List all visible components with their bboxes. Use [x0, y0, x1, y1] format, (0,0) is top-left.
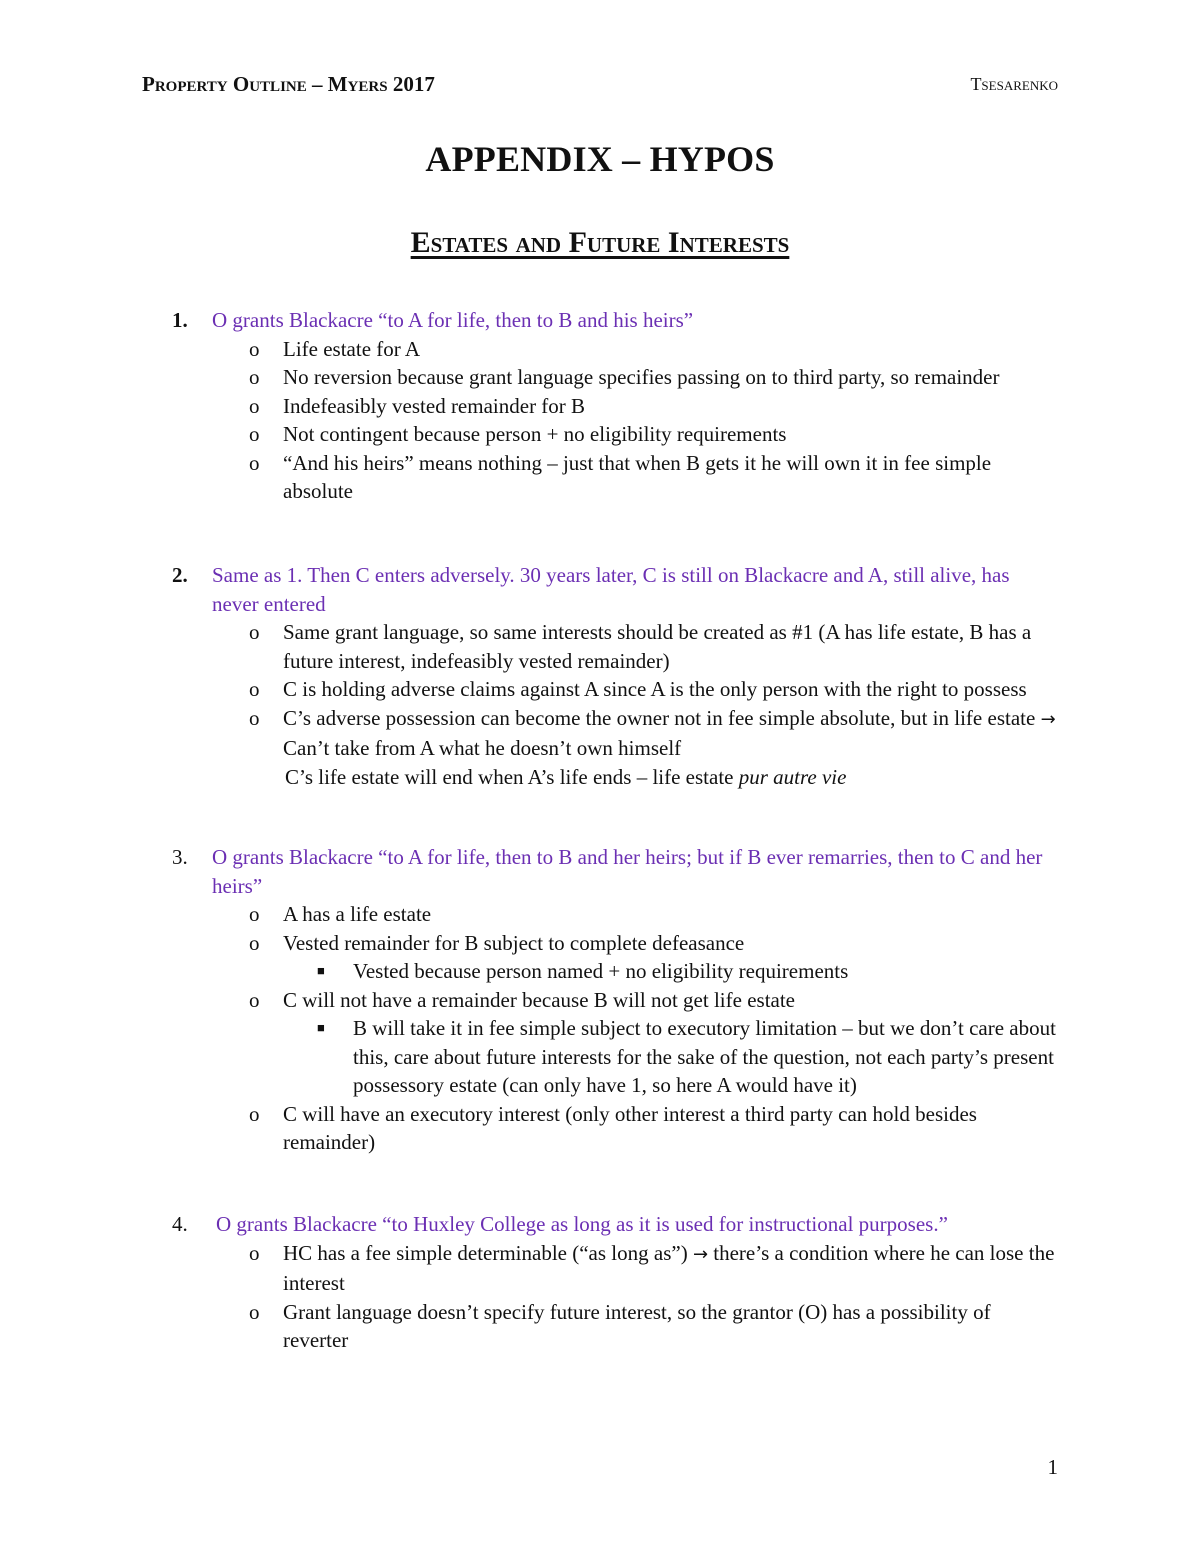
list-note: C’s life estate will end when A’s life ends – life estate pur autre vie — [285, 764, 847, 789]
hollow-bullet-icon: o — [249, 365, 260, 389]
hollow-bullet-icon: o — [249, 422, 260, 446]
question-text: O grants Blackacre “to A for life, then to B and his heirs” — [212, 308, 694, 332]
square-bullet-icon: ■ — [317, 1020, 325, 1035]
right-arrow-icon: → — [1040, 708, 1056, 730]
list-item: o A has a life estate — [0, 900, 1200, 929]
hollow-bullet-icon: o — [249, 930, 260, 955]
list-item: o C’s adverse possession can become the owner not in fee simple absolute, but in life estate → Can’t take from A what he doesn’t own himself — [249, 705, 1056, 760]
hypo-number: 3. — [172, 845, 188, 869]
hypo-number: 4. — [172, 1212, 188, 1236]
list-item: o C will have an executory interest (only other interest a third party can hold besides remainder) — [249, 1101, 977, 1154]
hypo-question — [0, 843, 1200, 900]
list-item: o Not contingent because person + no eligibility requirements — [0, 420, 1200, 449]
hypo-number: 2. — [172, 563, 188, 587]
list-item: o Indefeasibly vested remainder for B — [0, 392, 1200, 421]
header-outline-title: Property Outline – Myers 2017 — [142, 72, 435, 96]
hollow-bullet-icon: o — [249, 1299, 260, 1324]
hollow-bullet-icon: o — [249, 705, 260, 730]
list-item: o Same grant language, so same interests should be created as #1 (A has life estate, B has a future interest, indefeasibly vested remainder) — [249, 620, 1032, 673]
list-item: o C will not have a remainder because B will not get life estate — [0, 986, 1200, 1015]
page-header — [142, 72, 1058, 104]
list-item: o Vested remainder for B subject to complete defeasance — [0, 929, 1200, 958]
list-item: o “And his heirs” means nothing – just that when B gets it he will own it in fee simple absolute — [249, 450, 992, 503]
hypo-number: 1. — [172, 308, 188, 332]
hollow-bullet-icon: o — [249, 620, 260, 644]
hollow-bullet-icon: o — [249, 336, 260, 361]
header-author: Tsesarenko — [970, 74, 1058, 94]
list-item: o No reversion because grant language specifies passing on to third party, so remainder — [0, 363, 1200, 392]
question-text: O grants Blackacre “to A for life, then to B and her heirs; but if B ever remarries, then to C and her heirs” — [212, 845, 1043, 898]
list-item: o HC has a fee simple determinable (“as long as”) → there’s a condition where he can lose the interest — [249, 1240, 1055, 1295]
latin-term: pur autre vie — [738, 764, 847, 789]
hollow-bullet-icon: o — [249, 450, 260, 475]
square-bullet-icon: ■ — [317, 963, 325, 978]
hollow-bullet-icon: o — [249, 1240, 260, 1265]
hollow-bullet-icon: o — [249, 677, 260, 701]
hollow-bullet-icon: o — [249, 1101, 260, 1126]
hypo-2 — [0, 561, 1200, 791]
question-text: O grants Blackacre “to Huxley College as long as it is used for instructional purposes.” — [216, 1212, 948, 1236]
list-item: o C is holding adverse claims against A since A is the only person with the right to possess — [0, 675, 1200, 704]
question-text: Same as 1. Then C enters adversely. 30 years later, C is still on Blackacre and A, still alive, has never entered — [212, 563, 1010, 616]
sub-list-item: ■ Vested because person named + no eligibility requirements — [0, 957, 1200, 986]
hypo-3 — [0, 843, 1200, 1157]
hollow-bullet-icon: o — [249, 393, 260, 418]
hollow-bullet-icon: o — [249, 987, 260, 1012]
hypo-question — [0, 306, 1200, 335]
page-title: APPENDIX – HYPOS — [425, 139, 775, 179]
section-heading: Estates and Future Interests — [410, 226, 790, 259]
hypo-4 — [0, 1210, 1200, 1355]
list-item: o Grant language doesn’t specify future interest, so the grantor (O) has a possibility of reverter — [249, 1299, 991, 1352]
hypo-1 — [0, 306, 1200, 506]
page-number: 1 — [1047, 1455, 1058, 1479]
list-item: o Life estate for A — [0, 335, 1200, 364]
hollow-bullet-icon: o — [249, 902, 260, 926]
right-arrow-icon: → — [692, 1243, 709, 1265]
hypo-question — [0, 1210, 1200, 1239]
hypo-question — [0, 561, 1200, 618]
sub-list-item: ■ B will take it in fee simple subject to executory limitation – but we don’t care about this, care about future interests for the sake of the question, not each party’s present possessory estate (can only have 1, so here A would have it) — [317, 1016, 1056, 1097]
